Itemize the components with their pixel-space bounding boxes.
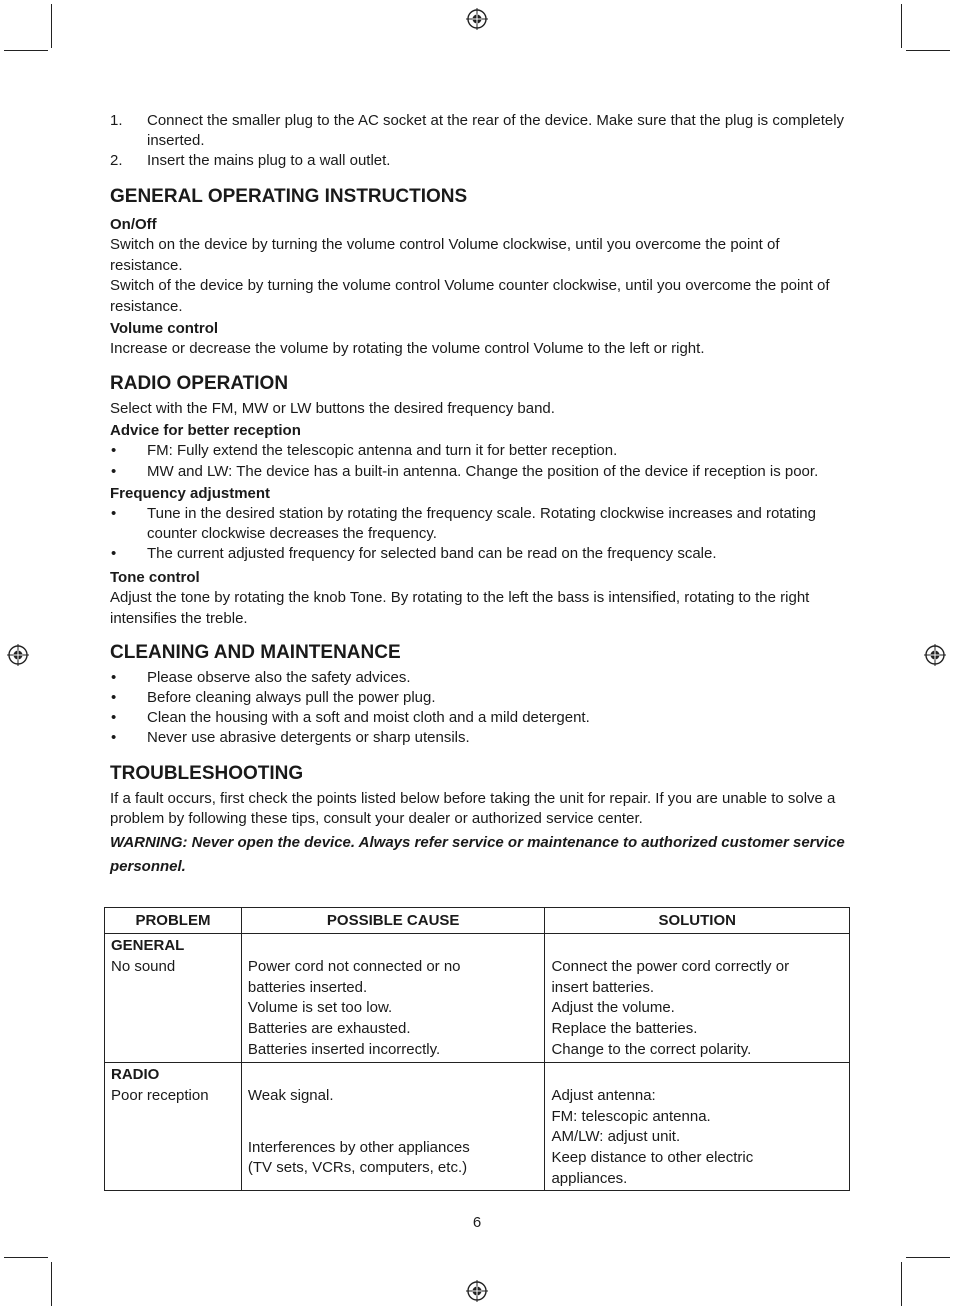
list-item: [110, 151, 850, 171]
list-item: [110, 728, 850, 748]
section-heading: GENERAL OPERATING INSTRUCTIONS: [110, 186, 468, 207]
list-item-text: The current adjusted frequency for selected band can be read on the frequency scale.: [147, 545, 717, 562]
subheading: Volume control: [110, 320, 219, 337]
solution-line: FM: telescopic antenna.: [551, 1107, 711, 1125]
solution-line: Replace the batteries.: [551, 1020, 698, 1038]
registration-mark-icon: [466, 8, 488, 30]
table-cell: [241, 934, 545, 1063]
list-item-text: Connect the smaller plug to the AC socket at the rear of the device. Make sure that the plug is completely inserted.: [147, 112, 845, 149]
solution-line: Change to the correct polarity.: [551, 1040, 752, 1058]
list-item: [110, 544, 850, 564]
page-number: 6: [472, 1214, 482, 1231]
cleaning-list: [110, 668, 850, 748]
list-item-text: Please observe also the safety advices.: [147, 669, 411, 686]
bullet-icon: •: [111, 463, 117, 480]
category-label: RADIO: [111, 1066, 160, 1083]
subheading: Tone control: [110, 569, 200, 586]
list-item-text: FM: Fully extend the telescopic antenna and turn it for better reception.: [147, 442, 618, 459]
bullet-icon: •: [111, 545, 117, 562]
bullet-icon: •: [111, 442, 117, 459]
registration-mark-icon: [924, 644, 946, 666]
problem-text: Poor reception: [111, 1086, 209, 1104]
list-number: 1.: [110, 112, 123, 129]
crop-mark: [906, 1257, 950, 1258]
cause-line: Power cord not connected or no: [247, 958, 461, 975]
crop-mark: [4, 1257, 48, 1258]
section-heading: TROUBLESHOOTING: [110, 763, 304, 784]
bullet-icon: •: [111, 689, 117, 706]
cause-line: Weak signal.: [247, 1087, 334, 1104]
section-heading: RADIO OPERATION: [110, 372, 289, 394]
list-item-text: Before cleaning always pull the power plug.: [147, 689, 436, 706]
table-cell: [105, 1063, 242, 1191]
section-heading: CLEANING AND MAINTENANCE: [110, 642, 401, 663]
column-header: SOLUTION: [545, 908, 850, 934]
list-item-text: MW and LW: The device has a built-in antenna. Change the position of the device if reception is poor.: [147, 463, 819, 480]
list-item-text: Insert the mains plug to a wall outlet.: [147, 152, 391, 169]
subheading: Advice for better reception: [110, 422, 301, 439]
solution-line: AM/LW: adjust unit.: [551, 1128, 681, 1146]
list-number: 2.: [110, 152, 123, 169]
cause-line: Batteries inserted incorrectly.: [247, 1040, 441, 1058]
cause-line: batteries inserted.: [247, 978, 368, 996]
list-item-text: Tune in the desired station by rotating the frequency scale. Rotating clockwise increases and rotating counter clockwise decreases the frequency.: [147, 505, 816, 542]
paragraph: Adjust the tone by rotating the knob Tone. By rotating to the left the bass is intensified, rotating to the right intensifies the treble.: [110, 589, 810, 627]
paragraph: Select with the FM, MW or LW buttons the desired frequency band.: [110, 399, 555, 417]
problem-text: No sound: [111, 957, 176, 975]
paragraph: Switch on the device by turning the volume control Volume clockwise, until you overcome the point of resistance.: [110, 236, 780, 274]
cause-line: Batteries are exhausted.: [247, 1020, 411, 1038]
table-row: [105, 1063, 850, 1191]
subheading: On/Off: [110, 216, 157, 233]
solution-line: appliances.: [551, 1169, 628, 1187]
solution-line: Adjust antenna:: [551, 1087, 656, 1104]
column-header: PROBLEM: [105, 908, 242, 934]
cause-line: Interferences by other appliances: [247, 1138, 470, 1156]
crop-mark: [51, 4, 52, 48]
table-cell: [545, 934, 850, 1063]
bullet-icon: •: [111, 709, 117, 726]
troubleshooting-table: [104, 907, 850, 1191]
crop-mark: [4, 50, 48, 51]
list-item: [110, 504, 850, 544]
cause-line: (TV sets, VCRs, computers, etc.): [247, 1159, 468, 1177]
list-item-text: Clean the housing with a soft and moist cloth and a mild detergent.: [147, 709, 590, 726]
bullet-icon: •: [111, 669, 117, 686]
table-cell: [241, 1063, 545, 1191]
table-header-row: [105, 908, 850, 934]
category-label: GENERAL: [111, 937, 185, 954]
list-item: [110, 111, 850, 151]
warning-text: WARNING: Never open the device. Always refer service or maintenance to authorized customer service personnel.: [110, 834, 845, 875]
table-cell: [545, 1063, 850, 1191]
subheading: Frequency adjustment: [110, 485, 271, 502]
paragraph: If a fault occurs, first check the points listed below before taking the unit for repair. If you are unable to solve a problem by following these tips, consult your dealer or authorized service center.: [110, 790, 836, 827]
paragraph: Increase or decrease the volume by rotating the volume control Volume to the left or right.: [110, 340, 705, 357]
list-item: [110, 441, 850, 461]
crop-mark: [51, 1262, 52, 1306]
registration-mark-icon: [466, 1280, 488, 1302]
solution-line: Keep distance to other electric: [551, 1149, 754, 1167]
bullet-icon: •: [111, 505, 117, 522]
cause-line: Volume is set too low.: [247, 999, 393, 1017]
cause-line: [248, 1107, 539, 1138]
table-cell: [105, 934, 242, 1063]
list-item: [110, 708, 850, 728]
solution-line: Adjust the volume.: [551, 999, 675, 1017]
crop-mark: [906, 50, 950, 51]
registration-mark-icon: [7, 644, 29, 666]
list-item-text: Never use abrasive detergents or sharp utensils.: [147, 729, 470, 746]
solution-line: insert batteries.: [551, 978, 654, 996]
solution-line: Connect the power cord correctly or: [551, 958, 790, 975]
crop-mark: [901, 4, 902, 48]
paragraph: Switch of the device by turning the volume control Volume counter clockwise, until you overcome the point of resistance.: [110, 277, 830, 315]
page-content: [110, 111, 850, 879]
list-item: [110, 688, 850, 708]
setup-steps-list: [110, 111, 850, 171]
crop-mark: [901, 1262, 902, 1306]
list-item: [110, 668, 850, 688]
table-row: [105, 934, 850, 1063]
column-header: POSSIBLE CAUSE: [241, 908, 545, 934]
bullet-icon: •: [111, 729, 117, 746]
list-item: [110, 461, 850, 482]
